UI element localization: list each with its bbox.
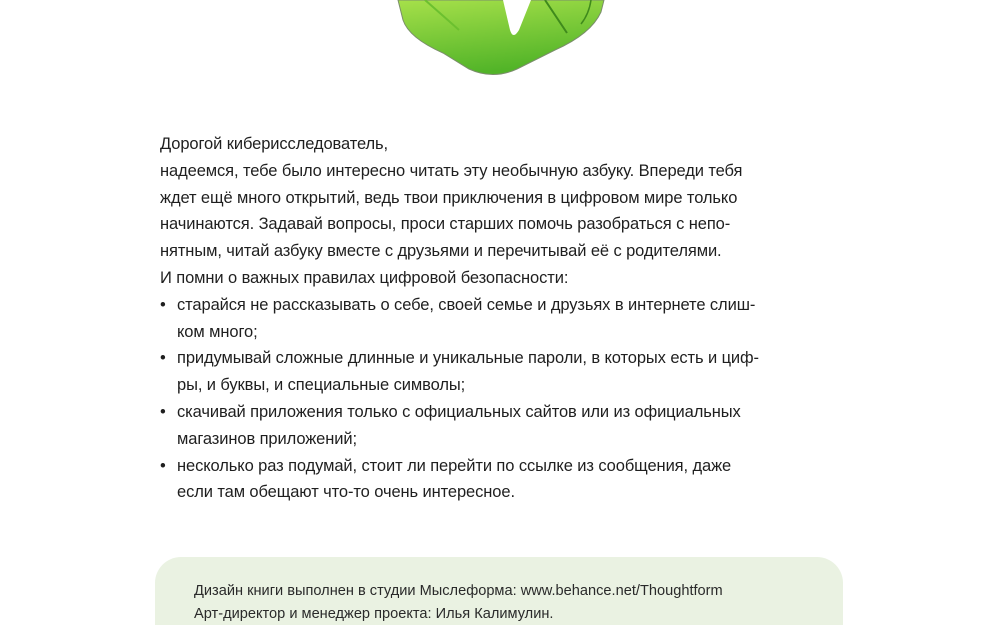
rule-line: старайся не рассказывать о себе, своей семье и друзьях в интернете слиш- [177,295,756,314]
bullet-icon: • [160,349,166,368]
rule-line: ком много; [177,322,258,341]
rule-line: придумывай сложные длинные и уникальные пароли, в которых есть и циф- [177,349,759,368]
list-item [160,399,860,453]
bullet-icon: • [160,402,166,421]
bullet-icon: • [160,456,166,475]
paragraph-line: начинаются. Задавай вопросы, проси старших помочь разобраться с непо- [160,215,731,234]
list-item [160,292,860,346]
art-director-credit: Арт-директор и менеджер проекта: Илья Калимулин. [194,606,554,622]
paragraph-line: нятным, читай азбуку вместе с друзьями и перечитывай её с родителями. [160,242,722,261]
credits-panel [155,557,843,625]
rule-line: если там обещают что-то очень интересное. [177,483,515,502]
safety-rules-list [160,292,860,506]
rule-line: несколько раз подумай, стоит ли перейти по ссылке из сообщения, даже [177,456,732,475]
design-credit: Дизайн книги выполнен в студии Мыслеформа: www.behance.net/Thoughtform [194,583,723,599]
letter-text [160,131,860,506]
greeting: Дорогой киберисследователь, [160,135,389,153]
rules-intro: И помни о важных правилах цифровой безопасности: [160,268,569,287]
green-mascot-illustration [395,0,607,78]
rule-line: ры, и буквы, и специальные символы; [177,376,466,395]
paragraph-line: надеемся, тебе было интересно читать эту необычную азбуку. Впереди тебя [160,161,743,180]
rule-line: магазинов приложений; [177,429,357,448]
paragraph-line: ждет ещё много открытий, ведь твои приключения в цифровом мире только [160,188,738,207]
list-item [160,345,860,399]
rule-line: скачивай приложения только с официальных сайтов или из официальных [177,402,741,421]
list-item [160,453,860,507]
bullet-icon: • [160,295,166,314]
